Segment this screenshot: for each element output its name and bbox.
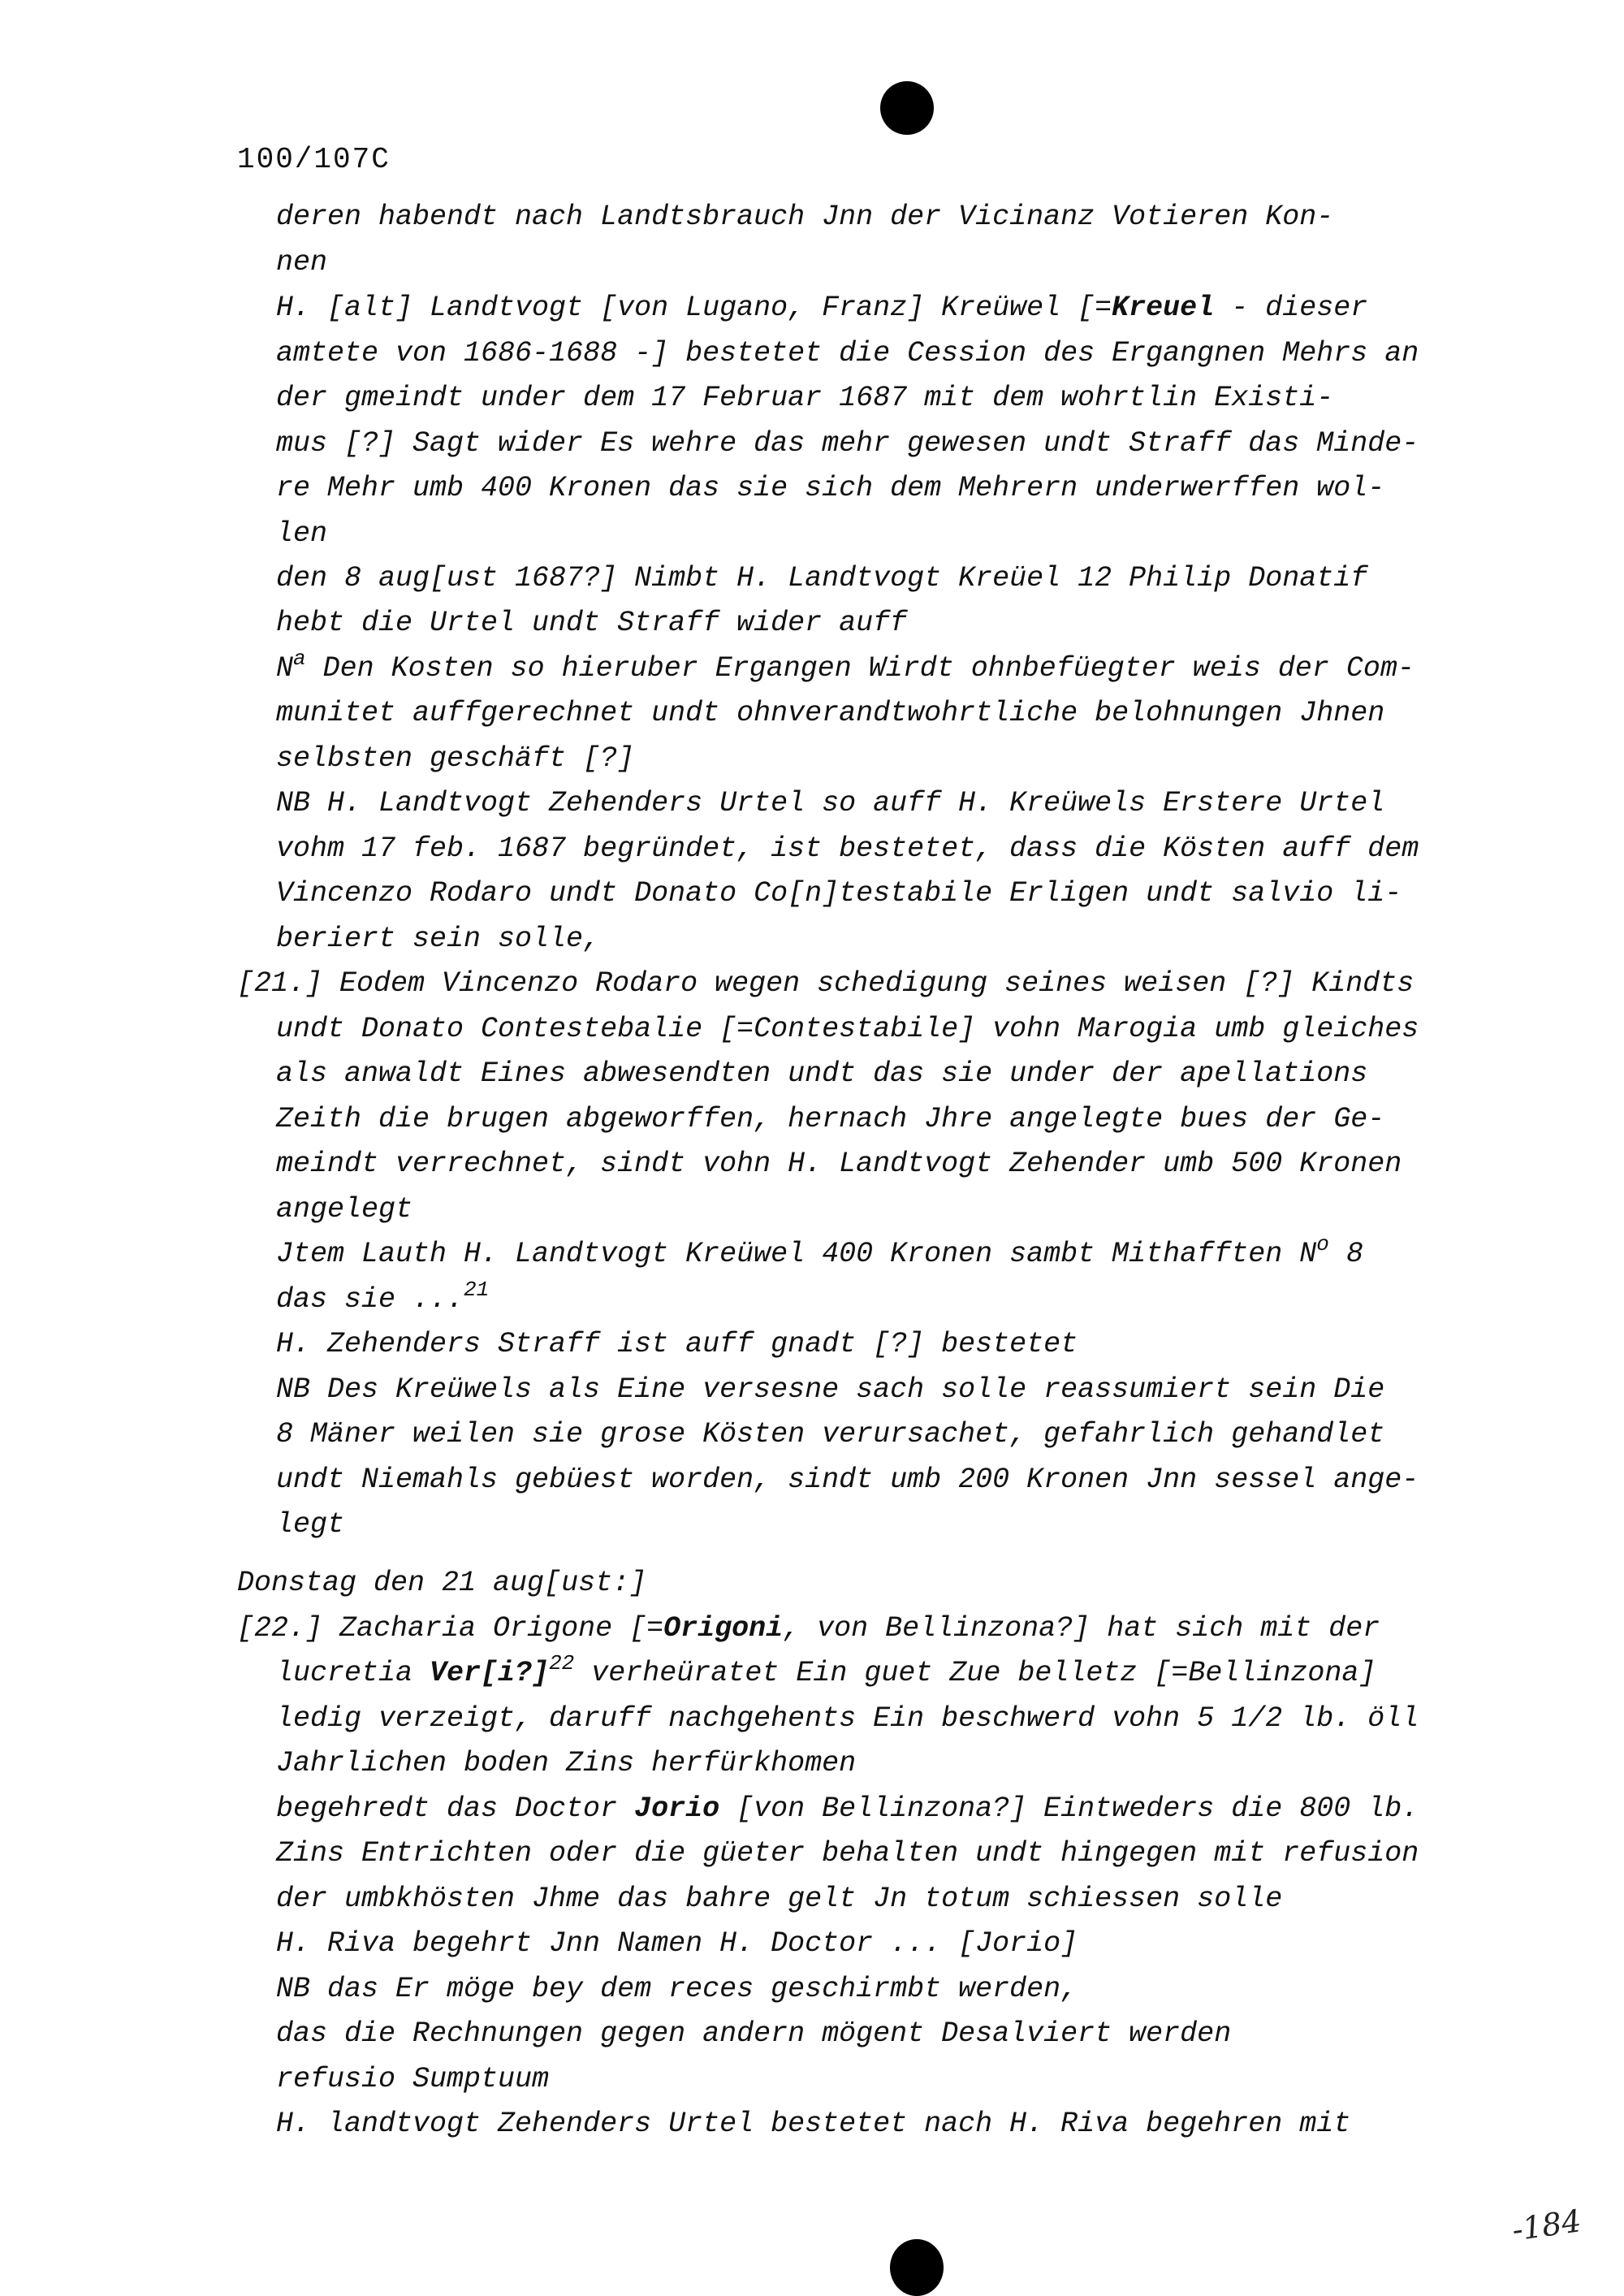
line-segment: [22.] Zacharia Origone [= — [237, 1612, 664, 1645]
text-line: Zeith die brugen abgeworffen, hernach Jhre angelegte bues der Ge- — [276, 1103, 1385, 1135]
text-line: Jahrlichen boden Zins herfürkhomen — [276, 1747, 857, 1779]
line-segment: das sie ... — [276, 1283, 464, 1316]
line-segment: , von Bellinzona?] hat sich mit der — [783, 1612, 1380, 1645]
footnote-marker: 21 — [464, 1278, 490, 1302]
text-line: Vincenzo Rodaro undt Donato Co[n]testabile Erligen undt salvio li- — [276, 877, 1402, 910]
text-line: H. landtvogt Zehenders Urtel bestetet nach H. Riva begehren mit — [276, 2108, 1351, 2140]
text-line: ledig verzeigt, daruff nachgehents Ein beschwerd vohn 5 1/2 lb. öll — [276, 1702, 1419, 1735]
text-line: refusio Sumptuum — [276, 2063, 550, 2095]
text-line — [276, 1232, 1363, 1270]
text-line — [276, 646, 1415, 685]
handwritten-page-number: -184 — [1510, 2203, 1584, 2248]
line-segment: H. [alt] Landtvogt [von Lugano, Franz] Kreüwel [= — [276, 292, 1112, 324]
line-segment: - dieser — [1214, 292, 1368, 324]
text-line: NB das Er möge bey dem reces geschirmbt werden, — [276, 1973, 1078, 2005]
text-line — [276, 294, 1367, 322]
text-line: undt Donato Contestebalie [=Contestabile] vohn Marogia umb gleiches — [276, 1013, 1419, 1045]
text-line: [21.] Eodem Vincenzo Rodaro wegen schedigung seines weisen [?] Kindts — [237, 967, 1415, 1000]
bold-term: Kreuel — [1112, 292, 1215, 324]
bold-term: Ver[i?] — [430, 1657, 550, 1689]
reference-number: 100/107C — [237, 143, 391, 176]
text-line: nen — [276, 246, 328, 279]
text-line: deren habendt nach Landtsbrauch Jnn der Vicinanz Votieren Kon- — [276, 201, 1334, 233]
punch-hole-top — [880, 81, 934, 135]
text-line: beriert sein solle, — [276, 923, 601, 955]
text-line: re Mehr umb 400 Kronen das sie sich dem Mehrern underwerffen wol- — [276, 472, 1385, 504]
superscript: o — [1316, 1232, 1329, 1256]
text-line: der umbkhösten Jhme das bahre gelt Jn totum schiessen solle — [276, 1883, 1283, 1915]
text-line — [237, 1612, 1380, 1645]
text-line: als anwaldt Eines abwesendten undt das sie under der apellations — [276, 1057, 1368, 1090]
text-line: legt — [276, 1508, 345, 1541]
line-segment: Jtem Lauth H. Landtvogt Kreüwel 400 Kronen sambt Mithafften N — [276, 1238, 1317, 1270]
text-line: mus [?] Sagt wider Es wehre das mehr gewesen undt Straff das Minde- — [276, 427, 1419, 460]
text-line — [276, 1792, 1419, 1825]
text-line — [276, 1278, 490, 1316]
text-line: den 8 aug[ust 1687?] Nimbt H. Landtvogt Kreüel 12 Philip Donatif — [276, 562, 1368, 595]
text-line: der gmeindt under dem 17 Februar 1687 mit dem wohrtlin Existi- — [276, 382, 1334, 414]
text-line: munitet auffgerechnet undt ohnverandtwohrtliche belohnungen Jhnen — [276, 697, 1385, 729]
text-line: Zins Entrichten oder die güeter behalten undt hingegen mit refusion — [276, 1837, 1419, 1870]
text-line: angelegt — [276, 1193, 413, 1226]
bold-term: Jorio — [634, 1792, 720, 1825]
text-line: das die Rechnungen gegen andern mögent Desalviert werden — [276, 2017, 1232, 2050]
line-segment: Den Kosten so hieruber Ergangen Wirdt ohnbefüegter weis der Com- — [305, 652, 1415, 685]
line-segment: [von Bellinzona?] Eintweders die 800 lb. — [719, 1792, 1419, 1825]
line-segment: lucretia — [276, 1657, 430, 1689]
superscript: a — [293, 646, 306, 671]
line-segment: begehredt das Doctor — [276, 1792, 635, 1825]
text-line: len — [276, 517, 328, 550]
line-segment: verheüratet Ein guet Zue belletz [=Bellinzona] — [574, 1657, 1376, 1689]
footnote-marker: 22 — [549, 1651, 575, 1676]
text-line — [276, 1651, 1376, 1689]
bold-term: Origoni — [663, 1612, 784, 1645]
text-line: meindt verrechnet, sindt vohn H. Landtvogt Zehender umb 500 Kronen — [276, 1148, 1402, 1180]
text-line: H. Riva begehrt Jnn Namen H. Doctor ... [Jorio] — [276, 1927, 1078, 1960]
text-line: vohm 17 feb. 1687 begründet, ist bestetet, dass die Kösten auff dem — [276, 832, 1419, 865]
date-heading: Donstag den 21 aug[ust:] — [237, 1567, 647, 1599]
text-line: NB H. Landtvogt Zehenders Urtel so auff H. Kreüwels Erstere Urtel — [276, 787, 1385, 819]
line-segment: N — [276, 652, 294, 685]
text-line: NB Des Kreüwels als Eine versesne sach solle reassumiert sein Die — [276, 1373, 1385, 1406]
text-line: 8 Mäner weilen sie grose Kösten verursachet, gefahrlich gehandlet — [276, 1418, 1385, 1451]
text-line: selbsten geschäft [?] — [276, 742, 635, 775]
text-line: hebt die Urtel undt Straff wider auff — [276, 607, 908, 639]
text-line: H. Zehenders Straff ist auff gnadt [?] bestetet — [276, 1328, 1078, 1360]
line-segment: 8 — [1328, 1238, 1363, 1270]
text-line: undt Niemahls gebüest worden, sindt umb 200 Kronen Jnn sessel ange- — [276, 1464, 1419, 1496]
text-line: amtete von 1686-1688 -] bestetet die Cession des Ergangnen Mehrs an — [276, 337, 1419, 370]
